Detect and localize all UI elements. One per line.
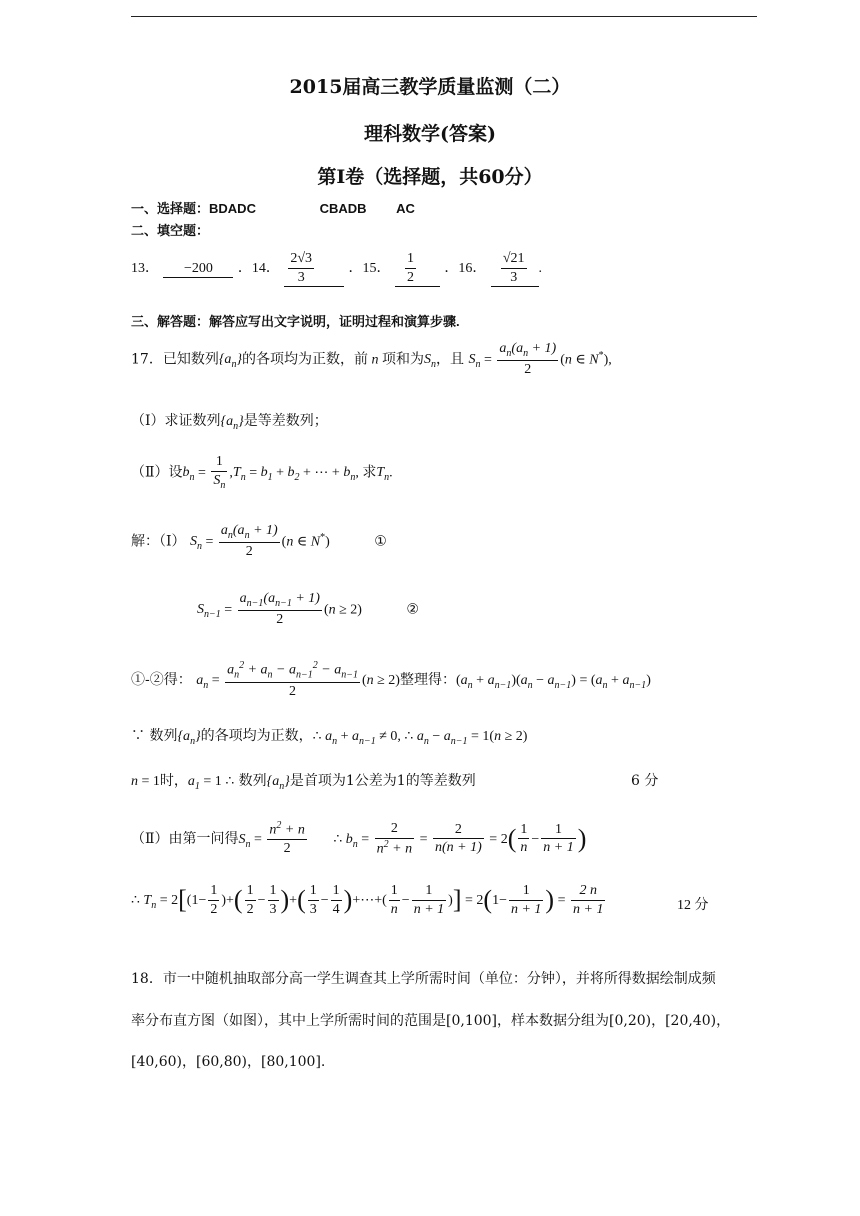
sol-line-4: ∵ 数列$\{a_n\}$的各项均为正数，∴ $a_n + a_{n-1} \ne 0$, ∴ $a_n - a_{n-1} = 1(n \ge 2)$ — [131, 728, 528, 747]
q17-part1-b: 是等差数列； — [243, 413, 328, 429]
q17-stem-d: ，且 — [436, 351, 465, 368]
q17-part2-b: 求 — [362, 464, 377, 481]
q17-part1-a: （Ⅰ）求证数列 — [131, 413, 221, 429]
n1-a: 时， — [159, 773, 188, 789]
answer-14-num: 2√3 — [290, 251, 313, 266]
answer-16-num: √21 — [502, 251, 525, 266]
bn-formula: $\frac{1}{S_n}$ — [213, 454, 226, 491]
answer-14 — [288, 250, 314, 286]
q13-label: 13． — [131, 261, 159, 276]
sol-line-5: n = 1时，$a_1 = 1$ ∴ 数列$\{a_n\}$是首项为1公差为1的等差数列 6 分 — [131, 770, 791, 792]
sol-line-2: $S_{n-1}$ = $\frac{a_{n-1}(a_{n-1} + 1)}{2}$ (n ≥ 2) ② — [197, 591, 419, 628]
q16-label: ．16． — [444, 261, 487, 276]
q18-line-2: 率分布直方图（如图），其中上学所需时间的范围是[0,100]，样本数据分组为[0,20)，[20,40)， — [131, 1013, 731, 1029]
answer-15-den: 2 — [406, 269, 414, 285]
mark-1: ① — [374, 533, 387, 550]
because-b: 的各项均为正数， — [200, 728, 313, 744]
sn-formula: $\frac{a_n(a_n + 1)}{2}$ — [499, 341, 557, 378]
choice-group-2: CBADB — [319, 201, 367, 216]
sol-line-7: ∴ $T_n = 2[(1-$ $\frac{1}{2}$ )+( $\frac{1}{2}$ − $\frac{1}{3}$ )+( $\frac{1}{3}$ − $\frac{1}{4}$ )+⋯+( $\frac{1}{n}$ − $\frac{1}{n + 1}$ )] = 2(1− $\frac{1}{n + 1}$ ) = $\frac{2 n}{n + 1}$ 12 分 — [131, 883, 709, 917]
sol-line-3: ①-②得： $a_n$ = $\frac{a_n^2 + a_n - a_{n-1}^2 - a_{n-1}}{2}$ (n ≥ 2)整理得：$(a_n + a_{n-1})(a_n - a_{n-1}) = (a_n + a_{n-1})$ — [131, 660, 651, 699]
sol-label: 解：（Ⅰ） — [131, 533, 186, 550]
score-12: 12 分 — [677, 898, 709, 913]
choice-answers — [131, 198, 415, 217]
answer-15 — [405, 250, 416, 286]
q18-line-3: [40,60)，[60,80)，[80,100]. — [131, 1054, 326, 1070]
section1-label: 一、选择题： — [131, 201, 210, 216]
mark-2: ② — [406, 601, 419, 618]
choice-group-3: AC — [396, 201, 415, 216]
section2-label: 二、填空题： — [131, 223, 210, 238]
top-rule — [131, 16, 757, 17]
q17-stem-b: 的各项均为正数，前 — [242, 351, 369, 368]
q15-label: ．15． — [348, 261, 391, 276]
choice-group-1: BDADC — [209, 201, 256, 216]
q17-stem: 17．已知数列$\{a_n\}$的各项均为正数，前 n 项和为$S_n$，且 $S_n$ = $\frac{a_n(a_n + 1)}{2}$ (n ∈ N*), — [131, 341, 612, 378]
sol-line-6: （Ⅱ）由第一问得$S_n$ = $\frac{n^2 + n}{2}$ ∴ $b_n$ = $\frac{2}{n^2 + n}$ = $\frac{2}{n(n + 1)}$ = 2( $\frac{1}{n}$ − $\frac{1}{n + 1}$ ) — [131, 820, 587, 857]
q14-label: ．14． — [237, 261, 280, 276]
tidy-label: 整理得： — [399, 672, 456, 689]
part2-sol: （Ⅱ）由第一问得 — [131, 830, 239, 847]
volume-title: 第Ⅰ卷（选择题，共60分） — [317, 166, 543, 188]
answer-14-den: 3 — [288, 268, 314, 287]
q17-part1: （Ⅰ）求证数列$\{a_n\}$是等差数列； — [131, 413, 328, 432]
fill-in-answers: 13． −200 ．14． $\frac{2√3}{3}$ ．15． $\frac{1}{2}$ ．16． $\frac{√21}{3}$ . — [131, 250, 542, 287]
q18-line-1: 18．市一中随机抽取部分高一学生调查其上学所需时间（单位：分钟），并将所得数据绘制成频 — [131, 971, 716, 987]
answer-16 — [501, 250, 527, 286]
q17-stem-a: 17．已知数列 — [131, 351, 219, 368]
n1-c: 是首项为1公差为1的等差数列 — [289, 773, 476, 789]
answer-15-num: 1 — [406, 251, 414, 266]
section3-label: 三、解答题：解答应写出文字说明，证明过程和演算步骤. — [131, 314, 460, 329]
q17-part2: （Ⅱ）设$b_n$ = $\frac{1}{S_n}$ $,T_n = b_1 + b_2$ + ⋯ + $b_n$, 求$T_n$. — [131, 454, 393, 491]
exam-subtitle: 理科数学(答案) — [364, 123, 496, 145]
n1-b: ∴ 数列 — [225, 773, 267, 789]
q17-part2-a: （Ⅱ）设 — [131, 464, 183, 481]
answer-16-den: 3 — [501, 268, 527, 287]
because-a: ∵ 数列 — [131, 728, 178, 744]
score-6: 6 分 — [631, 773, 659, 789]
exam-title: 2015届高三教学质量监测（二） — [289, 76, 571, 98]
answer-13: −200 — [163, 261, 233, 278]
diff-label: ①-②得： — [131, 672, 192, 689]
q17-stem-c: 项和为 — [382, 351, 425, 368]
sol-line-1: 解：（Ⅰ） $S_n$ = $\frac{a_n(a_n + 1)}{2}$ (n ∈ N*) ① — [131, 523, 387, 560]
